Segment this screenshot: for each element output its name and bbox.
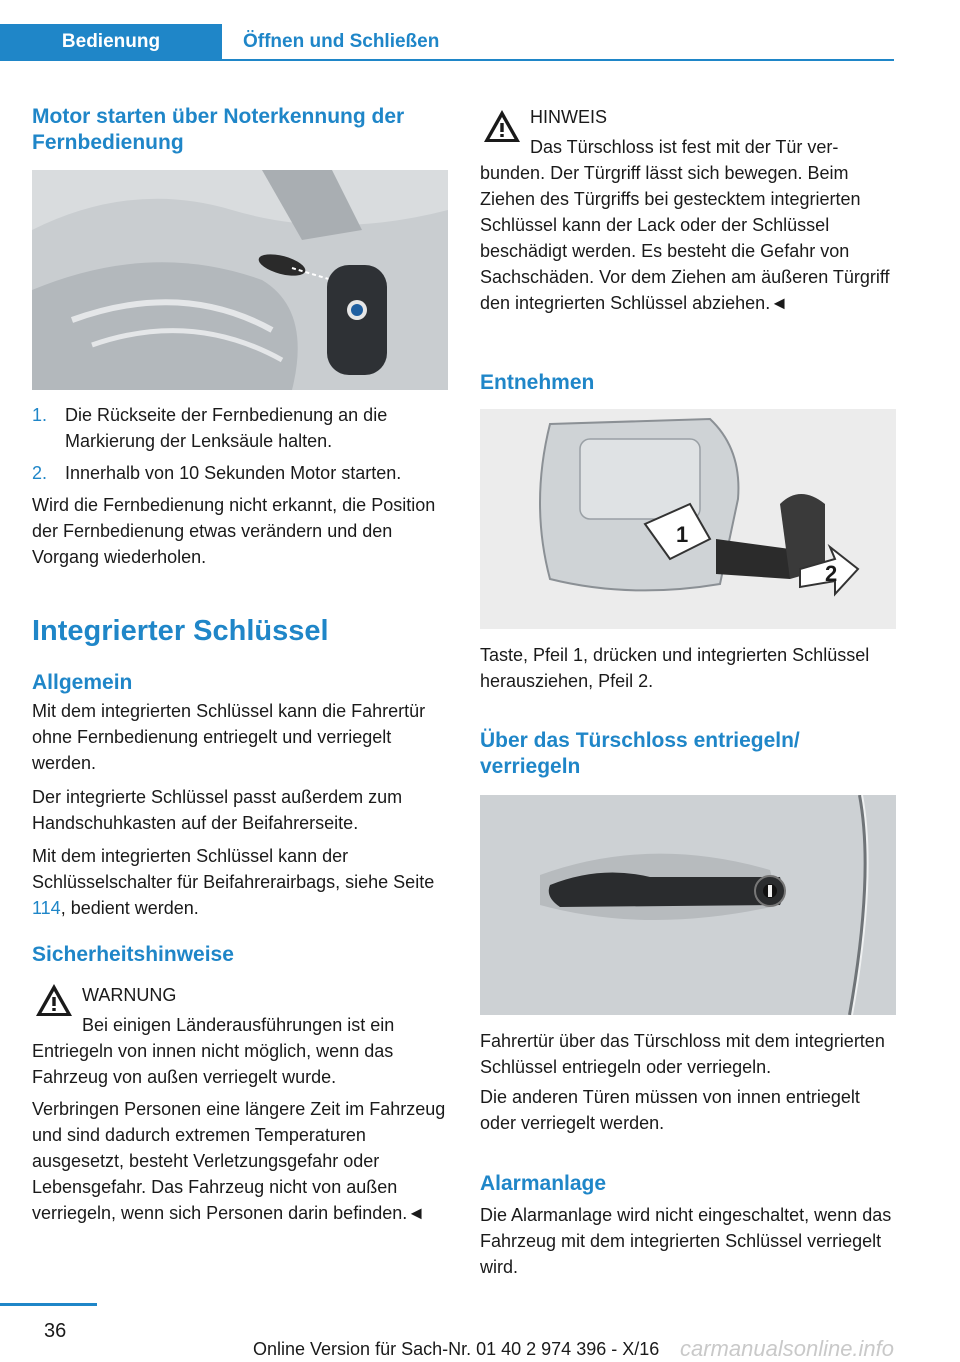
warning-paragraph-1: Bei einigen Länderausführungen ist ein Entriegeln von innen nicht möglich, wenn das Fahrzeug von außen verriegelt wurde. [32, 1015, 395, 1087]
page-reference-link[interactable]: 114 [32, 898, 61, 918]
steering-column-image [32, 170, 448, 390]
door-handle-image [480, 795, 896, 1015]
list-item-text: Innerhalb von 10 Sekunden Motor starten. [65, 463, 402, 483]
allgemein-paragraph-2: Der integrierte Schlüssel passt außerdem zum Handschuhkasten auf der Beifahrerseite. [32, 787, 403, 833]
page-header [0, 0, 894, 62]
watermark: carmanualsonline.info [680, 1336, 895, 1361]
tuerschloss-heading: Über das Türschloss entriegeln/ verriegeln [480, 729, 800, 778]
allgemein-paragraph-3 [32, 843, 448, 921]
sicherheit-heading: Sicherheitshinweise [32, 943, 234, 966]
warning-label: WARNUNG [82, 985, 177, 1005]
motor-start-heading: Motor starten über Noterkennung der Fernbedienung [32, 105, 405, 154]
header-tab-bedienung[interactable]: Bedienung [0, 24, 222, 60]
header-tab-section[interactable]: Öffnen und Schließen [222, 24, 894, 60]
entnehmen-heading: Entnehmen [480, 371, 595, 394]
list-item-text: Die Rückseite der Fernbedienung an die Markierung der Lenksäule halten. [65, 405, 388, 451]
footer-divider [0, 1303, 97, 1306]
hinweis-paragraph: Das Türschloss ist fest mit der Tür verbunden. Der Türgriff lässt sich bewegen. Beim Ziehen des Türgriffs bei gestecktem integrierten Schlüssel kann der Lack oder der Schlüssel beschädigt werden. Es besteht die Gefahr von Sachschäden. Vor dem Ziehen am äußeren Türgriff den integrierten Schlüssel abziehen.◄ [480, 137, 890, 313]
motor-note: Wird die Fernbedienung nicht erkannt, die Position der Fernbedienung etwas verändern und den Vorgang wiederholen. [32, 495, 436, 567]
paragraph-text: , bedient werden. [60, 898, 199, 918]
entnehmen-text: Taste, Pfeil 1, drücken und integrierten Schlüssel herausziehen, Pfeil 2. [480, 645, 870, 691]
tuerschloss-paragraph-1: Fahrertür über das Türschloss mit dem integrierten Schlüssel entriegeln oder verriegeln. [480, 1031, 885, 1077]
paragraph-text: Mit dem integrierten Schlüssel kann der Schlüsselschalter für Beifahrerairbags, siehe Seite [32, 846, 435, 892]
header-divider [0, 59, 894, 61]
arrow-label-2: 2 [825, 561, 838, 586]
alarm-heading: Alarmanlage [480, 1172, 607, 1195]
key-removal-image [480, 409, 896, 629]
list-item [32, 460, 448, 486]
warning-paragraph-2: Verbringen Personen eine längere Zeit im Fahrzeug und sind dadurch extremen Temperaturen ausgesetzt, besteht Verletzungsgefahr oder Lebensgefahr. Das Fahrzeug nicht von außen verriegeln, wenn sich Personen darin befinden.◄ [32, 1099, 446, 1223]
hinweis-label: HINWEIS [530, 107, 608, 127]
allgemein-heading: Allgemein [32, 671, 133, 694]
list-item-number: 2. [32, 463, 48, 483]
footer-version-text: Online Version für Sach-Nr. 01 40 2 974 396 - X/16 [253, 1339, 660, 1359]
arrow-label-1: 1 [676, 522, 689, 547]
alarm-text: Die Alarmanlage wird nicht eingeschaltet, wenn das Fahrzeug mit dem integrierten Schlüssel verriegelt wird. [480, 1205, 892, 1277]
tuerschloss-paragraph-2: Die anderen Türen müssen von innen entriegelt oder verriegelt werden. [480, 1087, 860, 1133]
section-heading-integrierter-schluessel: Integrierter Schlüssel [32, 615, 329, 647]
list-item [32, 402, 448, 454]
page-number: 36 [44, 1320, 67, 1342]
allgemein-paragraph-1: Mit dem integrierten Schlüssel kann die Fahrertür ohne Fernbedienung entriegelt und verriegelt werden. [32, 701, 426, 773]
list-item-number: 1. [32, 405, 48, 425]
